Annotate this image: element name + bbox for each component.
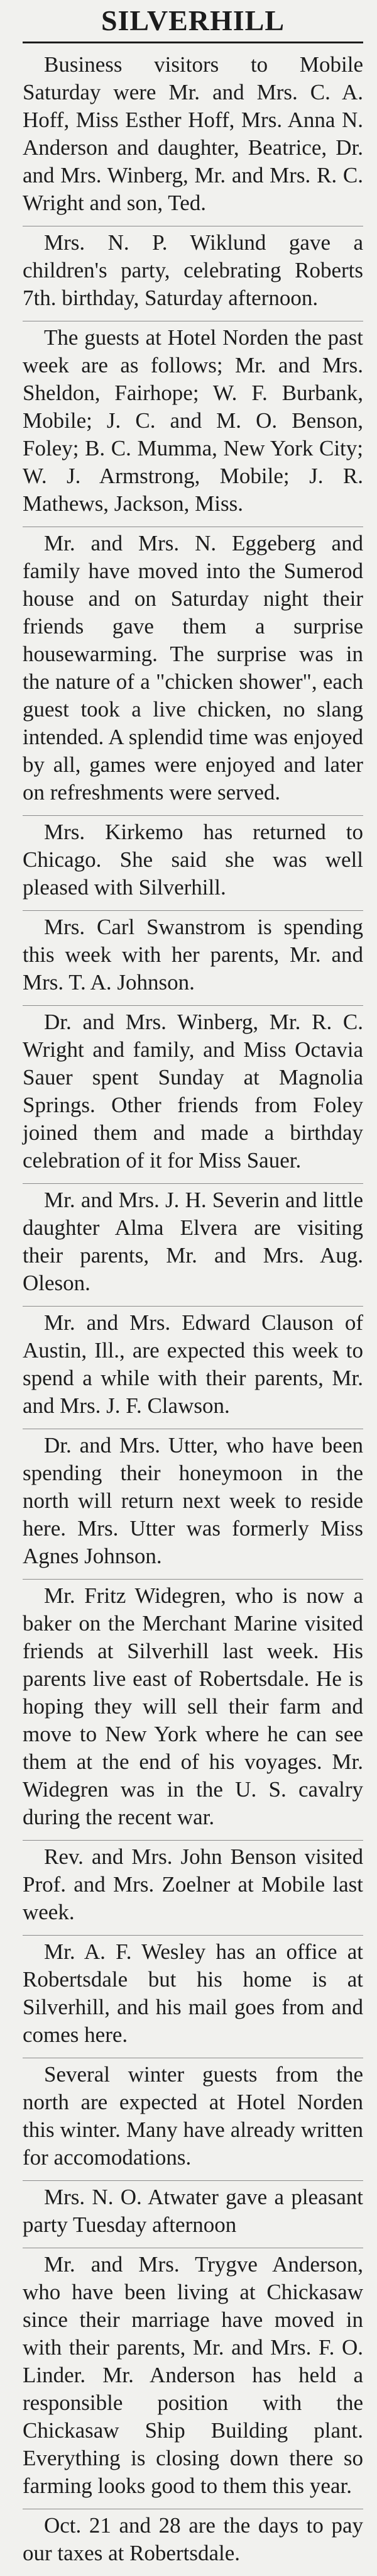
news-item-benson: Rev. and Mrs. John Benson visited Prof. and Mrs. Zoelner at Mobile last week. (23, 1841, 363, 1936)
news-item-kirkemo: Mrs. Kirkemo has returned to Chicago. She said she was well pleased with Silverhill. (23, 816, 363, 911)
page-title: SILVERHILL (101, 4, 285, 36)
news-item-mobile-visitors: Business visitors to Mobile Saturday were Mr. and Mrs. C. A. Hoff, Miss Esther Hoff, Mrs. Anna N. Anderson and daughter, Beatrice, Dr. and Mrs. Winberg, Mr. and Mrs. R. C. Wright and son, Ted. (23, 48, 363, 226)
news-item-widegren: Mr. Fritz Widegren, who is now a baker on the Merchant Marine visited friends at Silverhill last week. His parents live east of Robertsdale. He is hoping they will sell their farm and move to New York where he can see them at the end of his voyages. Mr. Widegren was in the U. S. cavalry during the recent war. (23, 1580, 363, 1841)
news-item-hotel-norden-guests: The guests at Hotel Norden the past week are as follows; Mr. and Mrs. Sheldon, Fairhope; W. F. Burbank, Mobile; J. C. and M. O. Benson, Foley; B. C. Mumma, New York City; W. J. Armstrong, Mobile; J. R. Mathews, Jackson, Miss. (23, 321, 363, 527)
news-items (23, 48, 363, 2576)
news-item-winter-guests: Several winter guests from the north are expected at Hotel Norden this winter. Many have already written for accomodations. (23, 2058, 363, 2181)
news-item-utter: Dr. and Mrs. Utter, who have been spending their honeymoon in the north will return next week to reside here. Mrs. Utter was formerly Miss Agnes Johnson. (23, 1429, 363, 1580)
news-item-childrens-party: Mrs. N. P. Wiklund gave a children's party, celebrating Roberts 7th. birthday, Saturday afternoon. (23, 226, 363, 321)
news-item-clauson: Mr. and Mrs. Edward Clauson of Austin, Ill., are expected this week to spend a while with their parents, Mr. and Mrs. J. F. Clawson. (23, 1307, 363, 1429)
news-item-trygve-anderson: Mr. and Mrs. Trygve Anderson, who have been living at Chickasaw since their marriage have moved in with their parents, Mr. and Mrs. F. O. Linder. Mr. Anderson has held a responsible position with the Chickasaw Ship Building plant. Everything is closing down there so farming looks good to them this year. (23, 2248, 363, 2509)
news-item-wesley: Mr. A. F. Wesley has an office at Robertsdale but his home is at Silverhill, and his mail goes from and comes here. (23, 1936, 363, 2058)
news-item-magnolia-springs: Dr. and Mrs. Winberg, Mr. R. C. Wright and family, and Miss Octavia Sauer spent Sunday at Magnolia Springs. Other friends from Foley joined them and made a birthday celebration of it for Miss Sauer. (23, 1006, 363, 1184)
news-item-severin: Mr. and Mrs. J. H. Severin and little daughter Alma Elvera are visiting their parents, Mr. and Mrs. Aug. Oleson. (23, 1184, 363, 1307)
news-item-atwater: Mrs. N. O. Atwater gave a pleasant party Tuesday afternoon (23, 2181, 363, 2248)
news-item-eggeberg-housewarming: Mr. and Mrs. N. Eggeberg and family have moved into the Sumerod house and on Saturday night their friends gave them a surprise housewarming. The surprise was in the nature of a "chicken shower", each guest took a live chicken, no slang intended. A splendid time was enjoyed by all, games were enjoyed and later on refreshments were served. (23, 527, 363, 816)
headline-rule (23, 42, 363, 43)
news-item-taxes: Oct. 21 and 28 are the days to pay our taxes at Robertsdale. (23, 2513, 363, 2565)
masthead (23, 0, 363, 38)
news-item-swanstrom: Mrs. Carl Swanstrom is spending this week with her parents, Mr. and Mrs. T. A. Johnson. (23, 911, 363, 1006)
